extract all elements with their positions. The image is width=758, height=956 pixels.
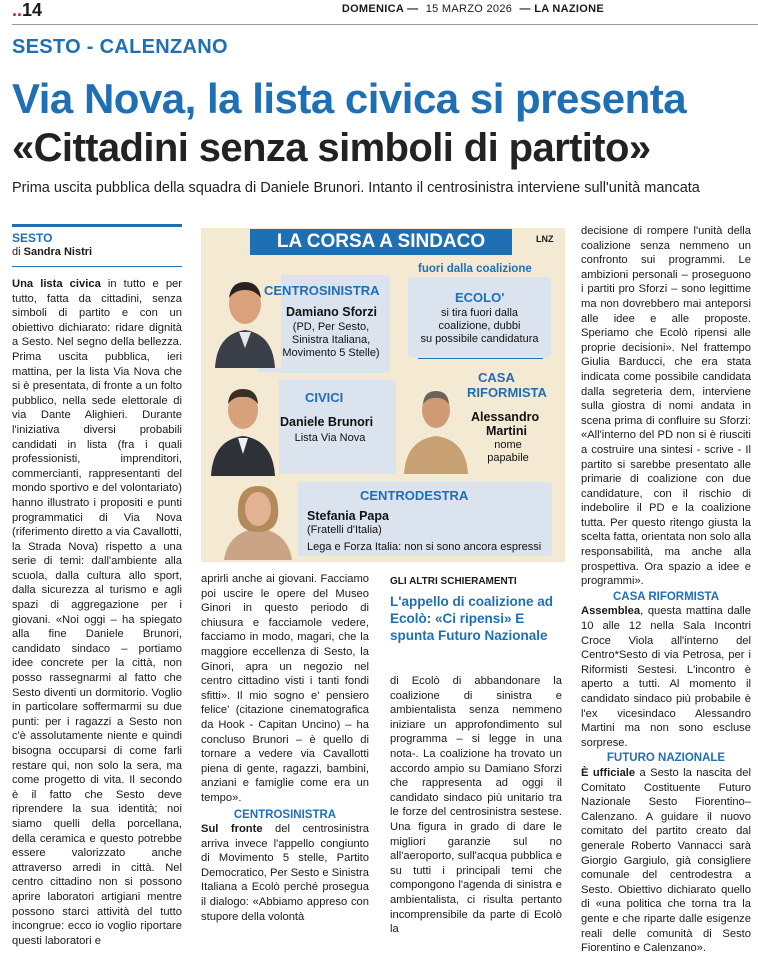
date: 15 MARZO 2026: [425, 3, 513, 15]
card-group-label: CASA: [478, 370, 515, 385]
lead-text: Assemblea: [581, 605, 641, 618]
card-group-label: CENTRODESTRA: [360, 488, 469, 503]
body-text: decisione di rompere l'unità della coalizione senza nemmeno un confronto sui programmi. Le ambizioni personali – proseguono i partiti pro Sforzi – sono legittime ma non dovrebbero mai anteporsi alle idee e alle proposte. Speriamo che Ecolò ripensi alle proprie decisioni». Nel frattempo Giulia Barducci, che era stata indicata come possibile candidata dalla segreteria dem, interviene sulla giostra di nomi andata in scena prima di confluire su Sforzi: «All'interno del PD non si è riusciti a costruire una sintesi - scrive - Il partito si sarebbe presentato alle primarie di coalizione con due candidature, con il rischio di indebolire il PD e la coalizione tutta. Per questo ritengo giusta la scelta fatta, orientata non solo alla responsabilità, ma anche alla prospettiva. Ora spazio a idee e programmi».: [581, 225, 751, 588]
lead-text: Una lista civica: [12, 278, 101, 290]
candidate-name: Daniele Brunori: [280, 415, 374, 429]
photo-stefania-papa: [218, 476, 298, 560]
summary: Prima uscita pubblica della squadra di Daniele Brunori. Intanto il centrosinistra interviene sull'unità mancata: [12, 180, 700, 196]
byline-rule-bottom: [12, 266, 182, 267]
page-header: [0, 0, 758, 24]
header-divider: [12, 24, 758, 25]
byline-author: di Sandra Nistri: [12, 246, 93, 258]
candidate-party: (Fratelli d'Italia): [307, 524, 382, 536]
subheadline: «Cittadini senza simboli di partito»: [12, 126, 651, 170]
candidate-name: Damiano Sforzi: [286, 305, 377, 319]
photo-daniele-brunori: [207, 372, 279, 476]
subhead-futuro-nazionale: FUTURO NAZIONALE: [606, 752, 726, 765]
ecolo-note: si tira fuori dalla coalizione, dubbi su possibile candidatura: [420, 307, 539, 345]
person-icon: [218, 476, 298, 560]
person-icon: [396, 376, 476, 474]
candidate-name: Alessandro: [471, 410, 540, 424]
body-text: a Sesto la nascita del Comitato Costituente Futuro Nazionale Sesto Fiorentino–Calenzano. A guidare il nuovo comitato del partito creato dal generale Roberto Vannacci sarà Giorgio Gargiulo, già consigliere comunale del centrodestra a Sesto. Obiettivo dichiarato quello di «una politica che torna tra la gente e che riparte dalle esigenze reali delle comunità di Sesto Fiorentino e Calenzano».: [581, 766, 751, 955]
candidate-note: Lega e Forza Italia: non si sono ancora espressi: [307, 541, 542, 553]
dateline: DOMENICA — 15 MARZO 2026 — LA NAZIONE: [341, 3, 604, 15]
lead-text: È ufficiale: [581, 766, 636, 779]
card-group-label: CENTROSINISTRA: [264, 283, 380, 298]
byline-section: SESTO: [12, 231, 53, 245]
body-text: in tutto e per tutto, fatta da cittadini, senza simboli di partito e con un obiettivo dichiarato: ridare dignità a Sesto. Nel segno della bellezza. Prima uscita pubblica, ieri mattina, per la lista Via Nova che si è presentata, di fronte a un folto pubblico, nella sede elettorale di via Dante Alighieri. Durante l'iniziativa diversi probabili candidati in lista (fra i quali professionisti, imprenditori, commercianti, rappresentanti del mondo sportivo e del volontariato) hanno illustrato i propositi e punti programmatici di Via Nova (riferimento diretto a via Cavallotti, la Strada Nova) rispetto a una serie di temi: dall'ambiente alla scuola, dalla cultura allo sport, dalla sicurezza al turismo e agli spazi di aggregazione per i giovani. «Noi oggi – ha spiegato alla fine Daniele Brunori, candidato sindaco – portiamo idee concrete per la città, non posso rassegnarmi al fatto che Sesto diventi un dormitorio. Voglio in particolare soffermarmi su due punti: per i ragazzi a Sesto non c'è assolutamente niente e quindi bisogna occuparsi di come farli restare qui, non solo la sera, ma come progetto di vita. Il secondo è il fatto che Sesto deve riprendere la sua identità; noi siamo quelli della porcellana, della ceramica e questo potrebbe essere valorizzato anche attraverso arredi in città. Nel centro cittadino non si possono aprire laboratori artigiani mentre possono starci attività del tutto incongrue: ecco io voglio riportare questi laboratori e: [12, 278, 182, 947]
body-text: aprirli anche ai giovani. Facciamo poi uscire le opere del Museo Ginori in questo periodo di chiusura e facciamole vedere, facciamo in modo, magari, che la maggiore eccellenza di Sesto, la Ginori, apra un negozio nel centro cittadino visti i tanti fondi sfitti». Il mio sogno e' pensiero felice' (citazione cinematografica da Hook - Capitan Uncino) – ha concluso Brunori – è quello di tornare a vedere via Cavallotti piena di gente, ragazzi, bambini, anziani e famiglie come era un tempo».: [201, 573, 369, 804]
person-icon: [207, 372, 279, 476]
info-box-tag: LNZ: [536, 234, 554, 244]
section-label: SESTO - CALENZANO: [12, 36, 228, 58]
lead-text: Sul fronte: [201, 823, 263, 836]
body-text: del centrosinistra arriva invece l'appello congiunto di Movimento 5 stelle, Partito Democratico, Per Sesto e Sinistra Italiana a Ecolò perché prosegua il dialogo: «Abbiamo appreso con stupore della volontà: [201, 823, 369, 923]
body-text: di Ecolò di abbandonare la coalizione di sinistra e ambientalista senza nemmeno iniziare un approfondimento sul programma – si legge in una nota-. La coalizione ha trovato un accordo ampio su Damiano Sforzi che rappresenta ad oggi il candidato sindaco più unitario tra le forze del centrosinistra sestese. Una figura in grado di dare le migliori garanzie sul no all'aeroporto, sull'acqua pubblica e su tutti i principali temi che compongono l'agenda di sinistra e ambientalista, ci risulta pertanto incomprensibile da parte di Ecolò la: [390, 675, 562, 936]
candidate-name-2: Martini: [486, 424, 527, 438]
article-column-1: [12, 277, 182, 948]
article-column-4: [581, 224, 751, 956]
candidate-parties: (PD, Per Sesto, Sinistra Italiana, Movimento 5 Stelle): [282, 321, 380, 359]
candidate-list: Lista Via Nova: [294, 432, 366, 444]
kicker: GLI ALTRI SCHIERAMENTI: [390, 576, 517, 587]
byline-rule: [12, 224, 182, 227]
headline: Via Nova, la lista civica si presenta: [12, 75, 687, 122]
subhead-casa-riformista: CASA RIFORMISTA: [612, 590, 720, 603]
card-group-label: CIVICI: [305, 390, 344, 405]
outside-coalition-label: fuori dalla coalizione: [418, 263, 532, 275]
photo-alessandro-martini: [396, 376, 476, 474]
article-column-3: [390, 674, 562, 937]
article-column-2: [201, 572, 369, 924]
card-group-label-2: RIFORMISTA: [467, 385, 547, 400]
newspaper-name: LA NAZIONE: [534, 3, 604, 15]
divider: [418, 358, 543, 359]
body-text: , questa mattina dalle 10 alle 12 nella Sala Incontri Croce Viola all'interno del Centro*Sesto di via Petrosa, per i Riformisti Sestesi. L'incontro è aperto a tutti. Al momento il candidato sindaco più probabile è l'ex vicesindaco Alessandro Martini ma non sono escluse sorprese.: [581, 605, 751, 749]
candidate-note: nome papabile: [487, 439, 529, 464]
day: DOMENICA: [341, 3, 404, 15]
page-number: ..14: [12, 0, 43, 20]
card-group-label: ECOLO': [455, 290, 505, 305]
subhead-centrosinistra: CENTROSINISTRA: [233, 808, 337, 821]
info-box-title: LA CORSA A SINDACO: [250, 229, 512, 255]
candidate-name: Stefania Papa: [307, 509, 389, 523]
sub-article-title: L'appello di coalizione ad Ecolò: «Ci ripensi» E spunta Futuro Nazionale: [390, 594, 553, 643]
